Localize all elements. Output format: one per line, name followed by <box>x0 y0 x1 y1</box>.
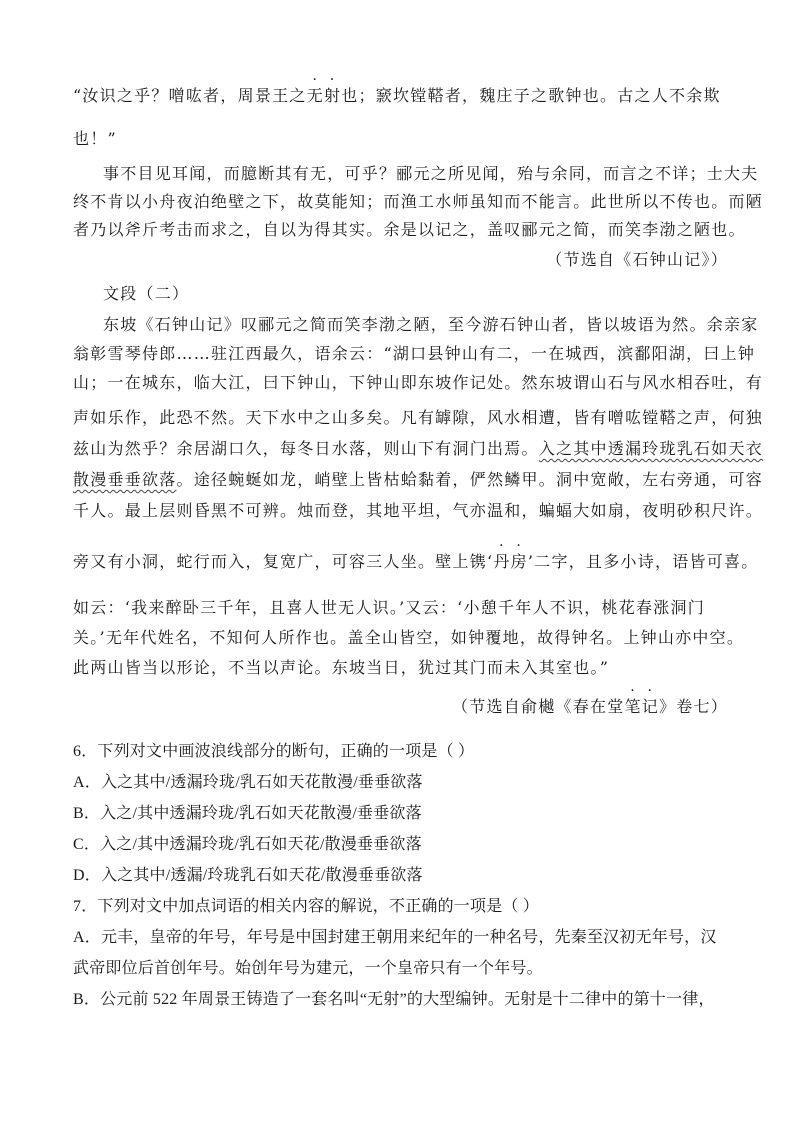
question-7-stem: 7．下列对文中加点词语的相关内容的解说，不正确的一项是（ ） <box>73 898 540 915</box>
passage-line <box>73 439 763 459</box>
question-7-option-b: B．公元前 522 年周景王铸造了一套名叫“无射”的大型编钟。无射是十二律中的第十一律， <box>73 991 715 1008</box>
dotted-char: 房 <box>510 552 528 571</box>
passage-line <box>73 470 763 490</box>
text-segment: 声如乐作，此恐不然。天下水中之山多矣。凡有罅隙，风水相遭，皆有噌吰镗鞳之声，何独 <box>73 408 764 427</box>
text-segment: 烛而登，其地平坦，气亦温和，蝙蝠大如扇，夜明砂积尺许。 <box>297 501 764 520</box>
passage-line: 者乃以斧斤考击而求之，自以为得其实。余是以记之，盖叹郦元之简，而笑李渤之陋也。 <box>73 220 746 239</box>
passage-line <box>73 86 721 106</box>
passage-line: 事不目见耳闻，而臆断其有无，可乎？郦元之所见闻，殆与余同，而言之不详；士大夫 <box>103 164 759 183</box>
text-segment: “汝识之乎？噌吰者，周景王之 <box>73 86 307 105</box>
dotted-char: 射 <box>323 86 342 105</box>
passage-line: 翁彰雪琴侍郎……驻江西最久，语余云：“湖口县钟山有二，一在城西，滨鄱阳湖，曰上钟 <box>73 344 756 363</box>
dotted-char: 无 <box>306 86 324 105</box>
passage-line: 关。’无年代姓名，不知何人所作也。盖全山皆空，如钟覆地，故得钟名。上钟山亦中空。 <box>73 628 745 647</box>
text-segment: 》卷七） <box>658 697 728 716</box>
source-citation <box>452 697 728 717</box>
passage-line <box>73 552 758 572</box>
question-6-option-c: C．入之/其中透漏玲珑/乳石如天花/散漫垂垂欲落 <box>73 836 422 853</box>
question-7-option-a: A．元丰，皇帝的年号，年号是中国封建王朝用来纪年的一种名号，先秦至汉初无年号，汉 <box>73 929 717 946</box>
passage-line <box>73 501 763 521</box>
passage-line: 山；一在城东，临大江，曰下钟山，下钟山即东坡作记处。然东坡谓山石与风水相吞吐，有 <box>73 373 764 392</box>
text-segment: 。途径蜿蜒如龙，峭壁上皆枯蛤黏着，俨然鳞甲。洞中宽敞，左右旁通，可容 <box>176 470 764 489</box>
passage-line: 如云：‘我来醉卧三千年，且喜人世无人识。’又云：‘小憩千年人不识，桃花春涨洞门 <box>73 598 706 617</box>
text-segment: ’二字，且多小诗，语皆可喜。 <box>527 552 759 571</box>
wavy-underlined-text: 入之其中透漏玲珑乳石如天衣 <box>538 439 764 458</box>
text-segment: 旁又有小洞，蛇行而入，复宽广，可容三人坐。壁上镌‘ <box>73 552 494 571</box>
text-segment: 也；窾坎镗鞳者，魏庄子之歌钟也。古之人不余欺 <box>341 86 721 105</box>
passage-line: 此两山皆当以形论，不当以声论。东坡当日，犹过其门而未入其室也。” <box>73 658 610 677</box>
question-7-option-a-cont: 武帝即位后首创年号。始创年号为建元，一个皇帝只有一个年号。 <box>73 960 543 977</box>
question-6-option-d: D．入之其中/透漏/玲珑乳石如天花/散漫垂垂欲落 <box>73 867 423 884</box>
passage-line: 东坡《石钟山记》叹郦元之简而笑李渤之陋，至今游石钟山者，皆以坡语为然。余亲家 <box>103 315 759 334</box>
question-6-option-a: A．入之其中/透漏玲珑/乳石如天花散漫/垂垂欲落 <box>73 774 423 791</box>
section-heading: 文段（二） <box>103 284 190 303</box>
source-citation: （节选自《石钟山记》） <box>546 250 728 269</box>
text-segment: 余居湖口久，每冬日水落，则山下有洞门出焉。 <box>176 439 539 458</box>
passage-line <box>73 408 763 428</box>
dotted-char: 记 <box>641 697 659 716</box>
question-6-stem: 6．下列对文中画波浪线部分的断句，正确的一项是（ ） <box>73 743 475 760</box>
question-6-option-b: B．入之/其中透漏玲珑/乳石如天花散漫/垂垂欲落 <box>73 805 422 822</box>
dotted-char: 丹 <box>493 552 511 571</box>
text-segment: 兹山为然乎？ <box>73 439 177 458</box>
text-segment: 千人。最上层则昏黑不可辨。 <box>73 501 298 520</box>
wavy-underlined-text: 散漫垂垂欲落 <box>73 470 177 489</box>
passage-line: 终不肯以小舟夜泊绝壁之下，故莫能知；而渔工水师虽知而不能言。此世所以不传也。而陋 <box>73 192 764 211</box>
dotted-char: 笔 <box>624 697 642 716</box>
text-segment: （节选自俞樾《春在堂 <box>451 697 625 716</box>
passage-line: 也！” <box>73 129 117 148</box>
